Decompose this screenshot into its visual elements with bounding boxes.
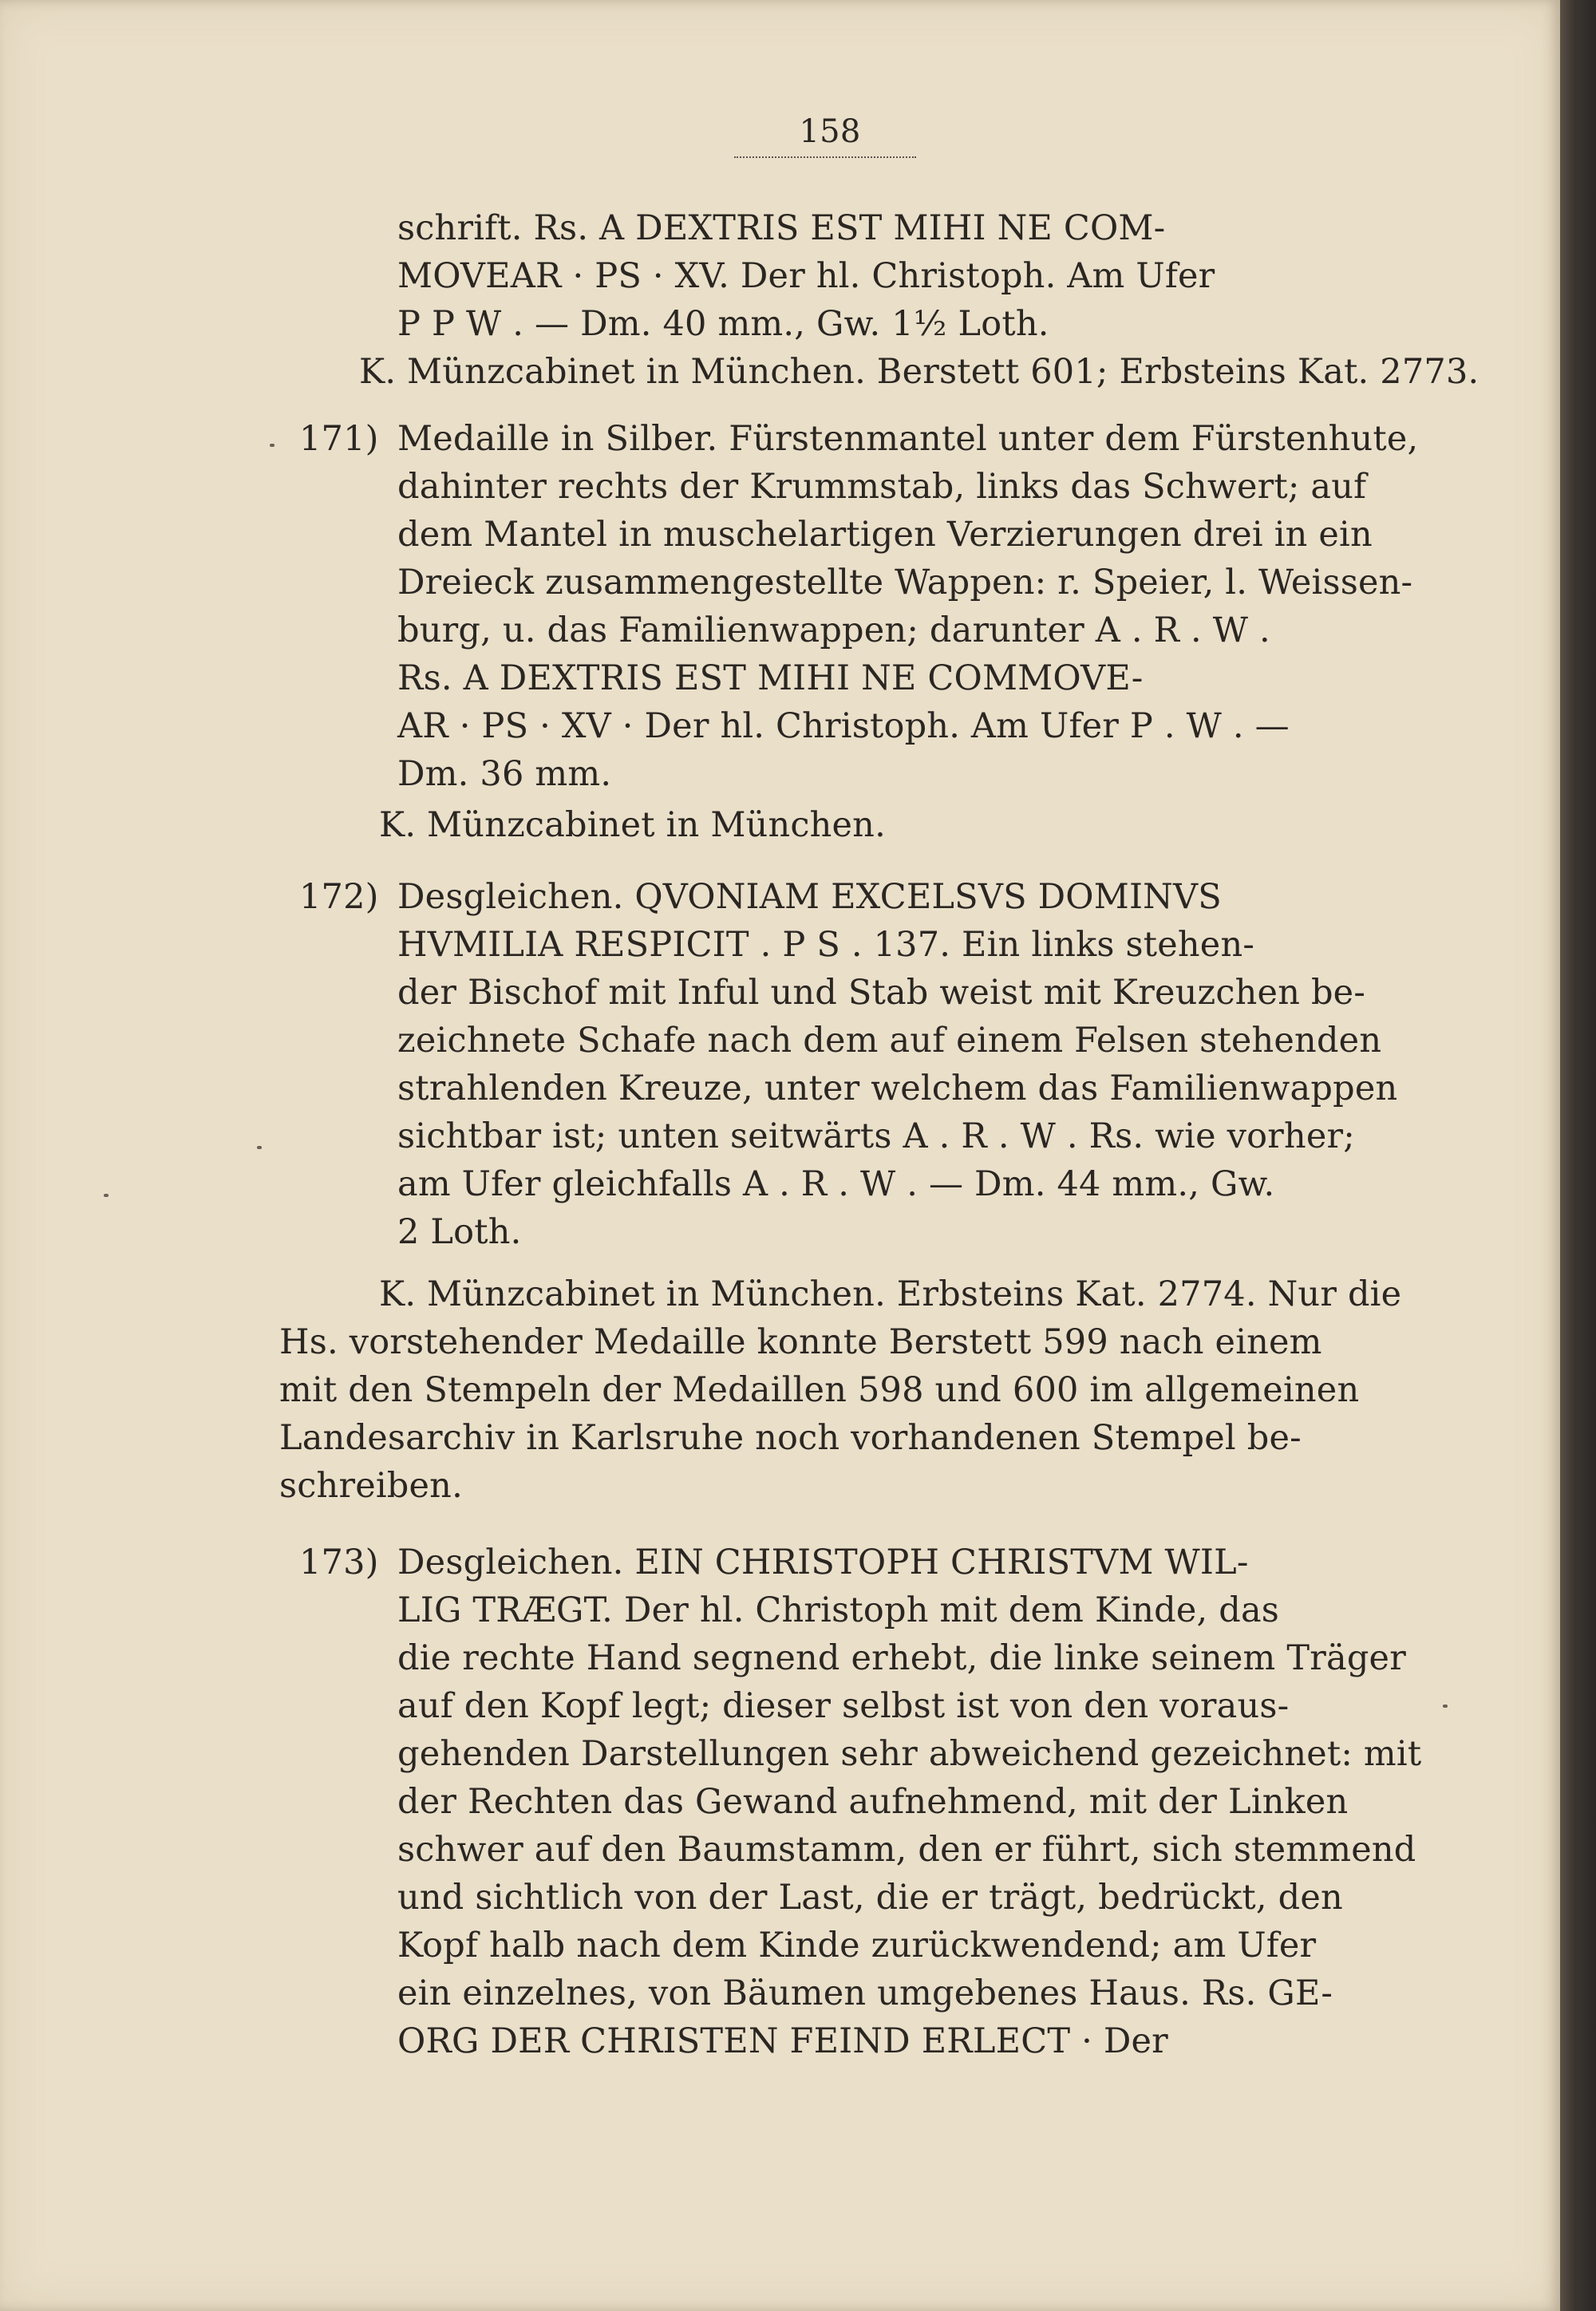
margin-mark <box>104 1194 109 1197</box>
page-number-rule <box>734 156 916 158</box>
entry-number: 172) <box>299 877 379 917</box>
entry-line: burg, u. das Familienwappen; darunter A . R . W . <box>397 610 1270 650</box>
entry-line: zeichnete Schafe nach dem auf einem Felsen stehenden <box>397 1021 1382 1061</box>
entry-note-line: Landesarchiv in Karlsruhe noch vorhandenen Stempel be- <box>279 1418 1302 1458</box>
entry-line: Kopf halb nach dem Kinde zurückwendend; am Ufer <box>397 1926 1317 1965</box>
entry-note-line: Hs. vorstehender Medaille konnte Berstett 599 nach einem <box>279 1322 1322 1362</box>
entry-line: Rs. A DEXTRIS EST MIHI NE COMMOVE- <box>397 658 1144 698</box>
continuation-line: K. Münzcabinet in München. Berstett 601; Erbsteins Kat. 2773. <box>359 352 1479 392</box>
entry-line: dem Mantel in muschelartigen Verzierungen drei in ein <box>397 515 1373 555</box>
entry-line: strahlenden Kreuze, unter welchem das Familienwappen <box>397 1069 1398 1108</box>
entry-line: Desgleichen. EIN CHRISTOPH CHRISTVM WIL- <box>397 1543 1249 1582</box>
continuation-line: P P W . — Dm. 40 mm., Gw. 1½ Loth. <box>397 304 1049 344</box>
entry-line: der Rechten das Gewand aufnehmend, mit der Linken <box>397 1782 1349 1822</box>
continuation-line: schrift. Rs. A DEXTRIS EST MIHI NE COM- <box>397 208 1166 248</box>
entry-line: am Ufer gleichfalls A . R . W . — Dm. 44 mm., Gw. <box>397 1164 1275 1204</box>
book-page-edge <box>1560 0 1596 2311</box>
entry-line: 2 Loth. <box>397 1212 522 1252</box>
entry-line: Dm. 36 mm. <box>397 754 612 794</box>
entry-line: Desgleichen. QVONIAM EXCELSVS DOMINVS <box>397 877 1222 917</box>
entry-line: die rechte Hand segnend erhebt, die linke seinem Träger <box>397 1638 1406 1678</box>
entry-note-line: schreiben. <box>279 1466 463 1506</box>
entry-note-line: mit den Stempeln der Medaillen 598 und 600 im allgemeinen <box>279 1370 1360 1410</box>
entry-line: ein einzelnes, von Bäumen umgebenes Haus. Rs. GE- <box>397 1973 1333 2013</box>
entry-line: Dreieck zusammengestellte Wappen: r. Speier, l. Weissen- <box>397 563 1413 602</box>
margin-mark <box>270 444 275 447</box>
entry-line: schwer auf den Baumstamm, den er führt, sich stemmend <box>397 1830 1416 1870</box>
entry-line: gehenden Darstellungen sehr abweichend gezeichnet: mit <box>397 1734 1422 1774</box>
entry-line: dahinter rechts der Krummstab, links das Schwert; auf <box>397 467 1367 507</box>
entry-line: AR · PS · XV · Der hl. Christoph. Am Ufer P . W . — <box>397 706 1290 746</box>
entry-line: K. Münzcabinet in München. <box>379 805 886 845</box>
entry-line: LIG TRÆGT. Der hl. Christoph mit dem Kinde, das <box>397 1590 1280 1630</box>
entry-line: sichtbar ist; unten seitwärts A . R . W . Rs. wie vorher; <box>397 1116 1355 1156</box>
page-number: 158 <box>799 113 861 150</box>
entry-line: auf den Kopf legt; dieser selbst ist von den voraus- <box>397 1686 1290 1726</box>
entry-line: ORG DER CHRISTEN FEIND ERLECT · Der <box>397 2021 1168 2061</box>
continuation-line: MOVEAR · PS · XV. Der hl. Christoph. Am Ufer <box>397 256 1215 296</box>
margin-mark <box>1443 1705 1448 1708</box>
margin-mark <box>257 1146 262 1149</box>
entry-number: 173) <box>299 1543 379 1582</box>
entry-number: 171) <box>299 419 379 459</box>
entry-line: und sichtlich von der Last, die er trägt, bedrückt, den <box>397 1878 1343 1918</box>
entry-line: der Bischof mit Inful und Stab weist mit Kreuzchen be- <box>397 973 1366 1013</box>
entry-note-line: K. Münzcabinet in München. Erbsteins Kat. 2774. Nur die <box>379 1274 1402 1314</box>
entry-line: HVMILIA RESPICIT . P S . 137. Ein links stehen- <box>397 925 1255 965</box>
entry-line: Medaille in Silber. Fürstenmantel unter dem Fürstenhute, <box>397 419 1419 459</box>
